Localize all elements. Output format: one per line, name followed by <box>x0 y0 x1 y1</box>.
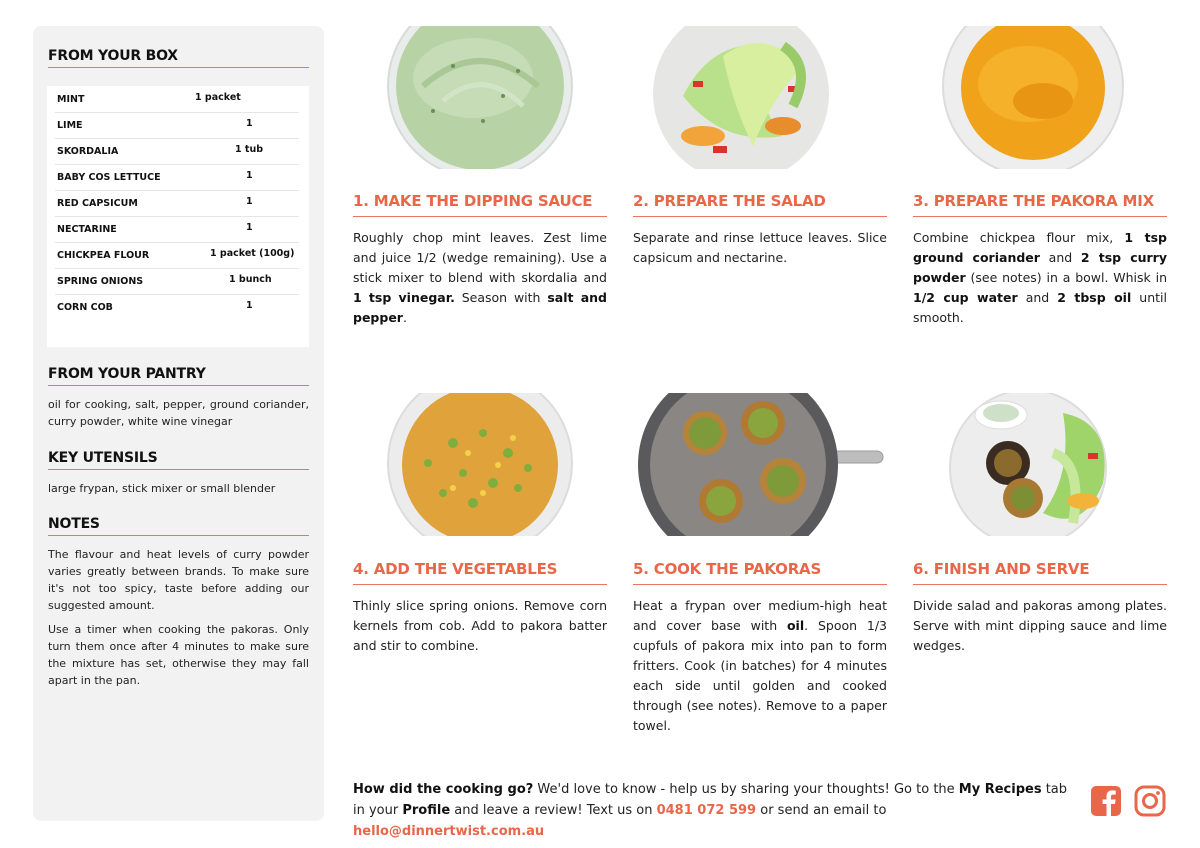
step-1-text: Roughly chop mint leaves. Zest lime and juice 1/2 (wedge remaining). Use a stick mixer to blend with skordalia and 1 tsp vinegar. Season with salt and pepper. <box>353 230 607 325</box>
ingredient-name: LIME <box>57 120 83 131</box>
box-ingredients-table <box>47 86 309 347</box>
ingredient-qty: 1 <box>246 196 253 207</box>
ingredient-qty: 1 bunch <box>229 274 272 285</box>
ingredient-name: CORN COB <box>57 302 113 313</box>
ingredient-name: SPRING ONIONS <box>57 276 144 287</box>
table-row <box>55 216 299 243</box>
table-row <box>55 294 299 320</box>
step-1-image <box>353 26 607 169</box>
email-link[interactable]: hello@dinnertwist.com.au <box>353 824 545 839</box>
facebook-icon[interactable] <box>1090 785 1122 817</box>
notes-paragraph-1: The flavour and heat levels of curry powder varies greatly between brands. To make sure it's not too spicy, taste before adding our suggested amount. <box>48 548 309 612</box>
ingredient-qty: 1 <box>246 300 253 311</box>
step-4-title: 4. ADD THE VEGETABLES <box>353 560 607 585</box>
ingredient-qty: 1 <box>246 170 253 181</box>
step-2-image <box>633 26 887 169</box>
ingredient-name: BABY COS LETTUCE <box>57 172 161 183</box>
step-3-image <box>913 26 1167 169</box>
phone-link[interactable]: 0481 072 599 <box>656 803 757 818</box>
pantry-text: oil for cooking, salt, pepper, ground coriander, curry powder, white wine vinegar <box>48 398 309 428</box>
step-3-title: 3. PREPARE THE PAKORA MIX <box>913 192 1167 217</box>
notes-paragraph-2: Use a timer when cooking the pakoras. Only turn them once after 4 minutes to make sure the mixture has set, otherwise they may fall apart in the pan. <box>48 623 309 687</box>
ingredient-name: SKORDALIA <box>57 146 119 157</box>
ingredient-name: NECTARINE <box>57 224 117 235</box>
step-5-text: Heat a frypan over medium-high heat and cover base with oil. Spoon 1/3 cupfuls of pakora mix into pan to form fritters. Cook (in batches) for 4 minutes each side until golden and cooked through (see notes). Remove to a paper towel. <box>633 598 888 733</box>
from-your-pantry-heading: FROM YOUR PANTRY <box>48 366 309 386</box>
table-row <box>55 242 299 269</box>
table-row <box>55 112 299 139</box>
step-2-text: Separate and rinse lettuce leaves. Slice capsicum and nectarine. <box>633 230 887 265</box>
ingredient-name: RED CAPSICUM <box>57 198 138 209</box>
step-4-text: Thinly slice spring onions. Remove corn kernels from cob. Add to pakora batter and stir to combine. <box>353 598 607 653</box>
ingredient-qty: 1 <box>246 118 253 129</box>
step-1-title: 1. MAKE THE DIPPING SAUCE <box>353 192 607 217</box>
ingredients-sidebar <box>33 26 324 821</box>
ingredient-qty: 1 tub <box>235 144 264 155</box>
table-row <box>55 138 299 165</box>
notes-heading: NOTES <box>48 516 309 536</box>
step-5-image <box>633 393 887 536</box>
step-6-text: Divide salad and pakoras among plates. Serve with mint dipping sauce and lime wedges. <box>913 598 1167 653</box>
step-2-title: 2. PREPARE THE SALAD <box>633 192 887 217</box>
instagram-icon[interactable] <box>1134 785 1166 817</box>
step-4-image <box>353 393 607 536</box>
step-3-text: Combine chickpea flour mix, 1 tsp ground coriander and 2 tsp curry powder (see notes) in a bowl. Whisk in 1/2 cup water and 2 tbsp oil until smooth. <box>913 230 1168 325</box>
from-your-box-heading: FROM YOUR BOX <box>48 48 309 68</box>
feedback-footer: How did the cooking go? We'd love to know - help us by sharing your thoughts! Go to the My Recipes tab in your Profile and leave a review! Text us on 0481 072 599 or send an email to hello@dinnertwist.com.au <box>353 782 1068 839</box>
step-6-image <box>913 393 1167 536</box>
step-6-title: 6. FINISH AND SERVE <box>913 560 1167 585</box>
table-row <box>55 86 299 113</box>
ingredient-qty: 1 packet <box>195 92 241 103</box>
ingredient-qty: 1 packet (100g) <box>210 248 295 259</box>
step-5-title: 5. COOK THE PAKORAS <box>633 560 887 585</box>
ingredient-qty: 1 <box>246 222 253 233</box>
ingredient-name: CHICKPEA FLOUR <box>57 250 150 261</box>
table-row <box>55 164 299 191</box>
ingredient-name: MINT <box>57 94 85 105</box>
utensils-text: large frypan, stick mixer or small blender <box>48 482 276 495</box>
table-row <box>55 268 299 295</box>
key-utensils-heading: KEY UTENSILS <box>48 450 309 470</box>
table-row <box>55 190 299 217</box>
